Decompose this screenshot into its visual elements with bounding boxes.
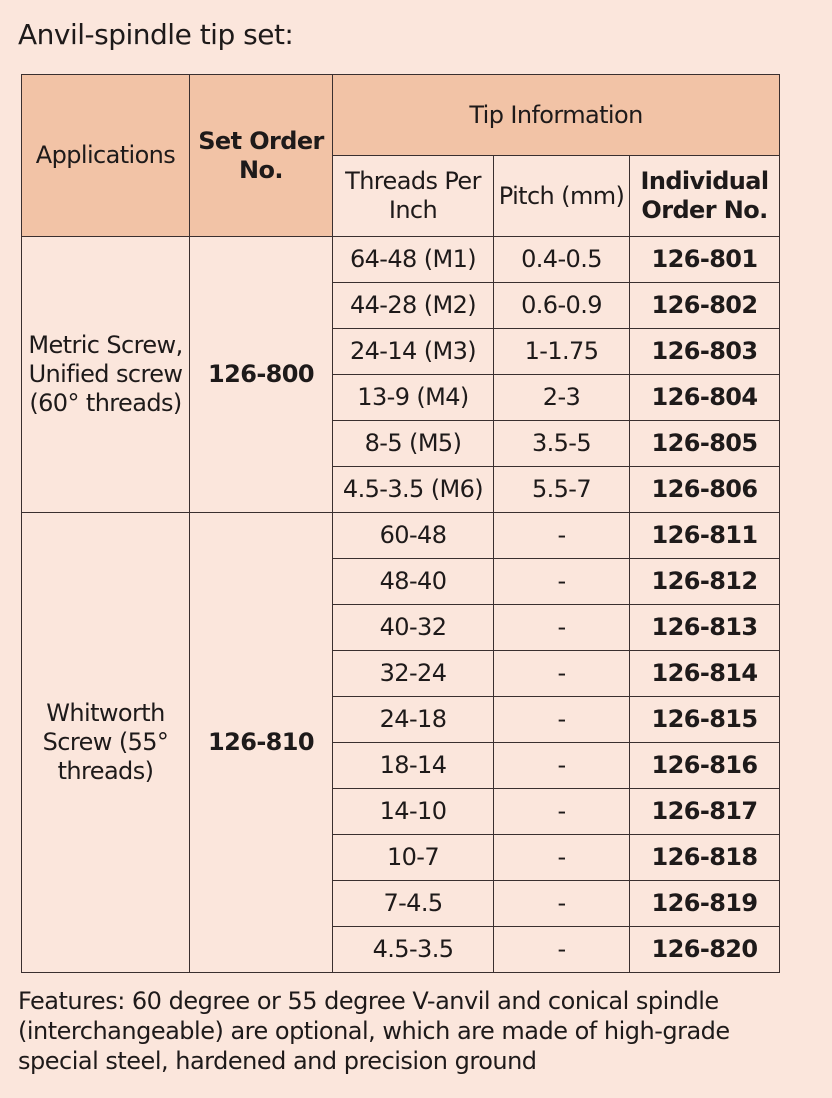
individual-order-no-cell: 126-803 bbox=[630, 329, 780, 375]
application-cell: Metric Screw, Unified screw (60° threads) bbox=[22, 237, 190, 513]
individual-order-no-cell: 126-815 bbox=[630, 697, 780, 743]
table-row bbox=[22, 513, 780, 559]
header-pitch: Pitch (mm) bbox=[494, 156, 630, 237]
pitch-cell: 0.6-0.9 bbox=[494, 283, 630, 329]
threads-per-inch-cell: 48-40 bbox=[333, 559, 494, 605]
header-applications: Applications bbox=[22, 75, 190, 237]
threads-per-inch-cell: 64-48 (M1) bbox=[333, 237, 494, 283]
header-individual-order-no: Individual Order No. bbox=[630, 156, 780, 237]
pitch-cell: - bbox=[494, 697, 630, 743]
pitch-cell: - bbox=[494, 927, 630, 973]
threads-per-inch-cell: 24-18 bbox=[333, 697, 494, 743]
threads-per-inch-cell: 32-24 bbox=[333, 651, 494, 697]
table-row bbox=[22, 237, 780, 283]
threads-per-inch-cell: 14-10 bbox=[333, 789, 494, 835]
pitch-cell: 0.4-0.5 bbox=[494, 237, 630, 283]
application-cell: Whitworth Screw (55° threads) bbox=[22, 513, 190, 973]
individual-order-no-cell: 126-801 bbox=[630, 237, 780, 283]
pitch-cell: - bbox=[494, 881, 630, 927]
individual-order-no-cell: 126-820 bbox=[630, 927, 780, 973]
features-note: Features: 60 degree or 55 degree V-anvil and conical spindle (interchangeable) are optional, which are made of high-grade special steel, hardened and precision ground bbox=[18, 987, 730, 1075]
page-title: Anvil-spindle tip set: bbox=[18, 18, 294, 51]
table-body bbox=[22, 237, 780, 973]
pitch-cell: 2-3 bbox=[494, 375, 630, 421]
threads-per-inch-cell: 4.5-3.5 (M6) bbox=[333, 467, 494, 513]
pitch-cell: - bbox=[494, 743, 630, 789]
individual-order-no-cell: 126-818 bbox=[630, 835, 780, 881]
threads-per-inch-cell: 8-5 (M5) bbox=[333, 421, 494, 467]
pitch-cell: 5.5-7 bbox=[494, 467, 630, 513]
threads-per-inch-cell: 4.5-3.5 bbox=[333, 927, 494, 973]
threads-per-inch-cell: 10-7 bbox=[333, 835, 494, 881]
individual-order-no-cell: 126-805 bbox=[630, 421, 780, 467]
individual-order-no-cell: 126-819 bbox=[630, 881, 780, 927]
pitch-cell: - bbox=[494, 651, 630, 697]
individual-order-no-cell: 126-806 bbox=[630, 467, 780, 513]
threads-per-inch-cell: 24-14 (M3) bbox=[333, 329, 494, 375]
individual-order-no-cell: 126-813 bbox=[630, 605, 780, 651]
header-row bbox=[22, 75, 780, 156]
pitch-cell: 1-1.75 bbox=[494, 329, 630, 375]
header-tip-information: Tip Information bbox=[333, 75, 780, 156]
pitch-cell: - bbox=[494, 835, 630, 881]
individual-order-no-cell: 126-816 bbox=[630, 743, 780, 789]
threads-per-inch-cell: 7-4.5 bbox=[333, 881, 494, 927]
pitch-cell: - bbox=[494, 605, 630, 651]
pitch-cell: - bbox=[494, 559, 630, 605]
threads-per-inch-cell: 60-48 bbox=[333, 513, 494, 559]
threads-per-inch-cell: 13-9 (M4) bbox=[333, 375, 494, 421]
threads-per-inch-cell: 44-28 (M2) bbox=[333, 283, 494, 329]
threads-per-inch-cell: 18-14 bbox=[333, 743, 494, 789]
individual-order-no-cell: 126-811 bbox=[630, 513, 780, 559]
pitch-cell: - bbox=[494, 789, 630, 835]
individual-order-no-cell: 126-814 bbox=[630, 651, 780, 697]
pitch-cell: 3.5-5 bbox=[494, 421, 630, 467]
individual-order-no-cell: 126-802 bbox=[630, 283, 780, 329]
set-order-no-cell: 126-800 bbox=[190, 237, 333, 513]
pitch-cell: - bbox=[494, 513, 630, 559]
header-threads-per-inch: Threads Per Inch bbox=[333, 156, 494, 237]
header-set-order-no: Set Order No. bbox=[190, 75, 333, 237]
tip-set-table bbox=[21, 74, 780, 973]
set-order-no-cell: 126-810 bbox=[190, 513, 333, 973]
individual-order-no-cell: 126-812 bbox=[630, 559, 780, 605]
threads-per-inch-cell: 40-32 bbox=[333, 605, 494, 651]
individual-order-no-cell: 126-804 bbox=[630, 375, 780, 421]
individual-order-no-cell: 126-817 bbox=[630, 789, 780, 835]
